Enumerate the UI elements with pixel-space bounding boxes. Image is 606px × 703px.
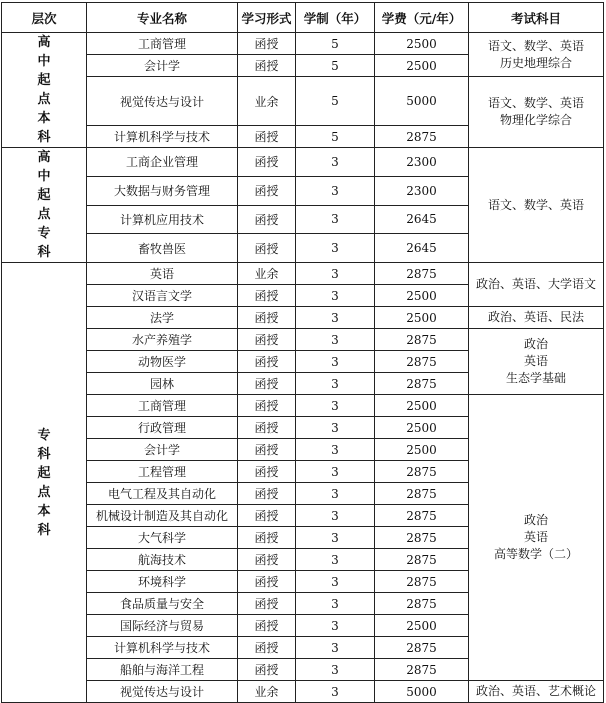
fee-cell: 2300 [375, 176, 469, 205]
header-mode: 学习形式 [238, 3, 296, 33]
mode-cell: 函授 [238, 505, 296, 527]
mode-cell: 函授 [238, 351, 296, 373]
fee-cell: 2875 [375, 461, 469, 483]
level-char: 专 [37, 226, 51, 241]
duration-cell: 3 [296, 234, 375, 263]
level-cell [2, 33, 87, 148]
mode-cell: 函授 [238, 483, 296, 505]
table-row [2, 395, 604, 417]
mode-cell: 函授 [238, 417, 296, 439]
major-cell: 园林 [87, 373, 238, 395]
mode-cell: 函授 [238, 307, 296, 329]
fee-cell: 2875 [375, 263, 469, 285]
level-char: 点 [37, 484, 51, 500]
major-cell: 食品质量与安全 [87, 593, 238, 615]
table-row [2, 307, 604, 329]
level-char: 科 [37, 130, 51, 145]
subjects-cell [469, 395, 604, 681]
fee-cell: 2500 [375, 615, 469, 637]
duration-cell: 3 [296, 395, 375, 417]
mode-cell: 函授 [238, 461, 296, 483]
mode-cell: 函授 [238, 33, 296, 55]
level-char: 点 [37, 92, 51, 107]
table-row [2, 681, 604, 703]
mode-cell: 函授 [238, 234, 296, 263]
subjects-cell [469, 33, 604, 77]
duration-cell: 3 [296, 439, 375, 461]
subject-line: 英语 [523, 354, 548, 368]
mode-cell: 函授 [238, 176, 296, 205]
subjects-cell [469, 329, 604, 395]
fee-cell: 2500 [375, 395, 469, 417]
subject-line: 物理化学综合 [499, 113, 572, 127]
duration-cell: 5 [296, 55, 375, 77]
fee-cell: 2500 [375, 417, 469, 439]
major-cell: 大气科学 [87, 527, 238, 549]
major-cell: 工程管理 [87, 461, 238, 483]
major-cell: 会计学 [87, 55, 238, 77]
fee-cell: 2875 [375, 329, 469, 351]
fee-cell: 2500 [375, 55, 469, 77]
major-cell: 行政管理 [87, 417, 238, 439]
major-cell: 机械设计制造及其自动化 [87, 505, 238, 527]
tuition-table [1, 2, 604, 703]
fee-cell: 2875 [375, 659, 469, 681]
subject-line: 生态学基础 [505, 371, 566, 385]
fee-cell: 2875 [375, 571, 469, 593]
duration-cell: 3 [296, 205, 375, 234]
duration-cell: 3 [296, 373, 375, 395]
duration-cell: 3 [296, 148, 375, 177]
fee-cell: 2500 [375, 285, 469, 307]
major-cell: 大数据与财务管理 [87, 176, 238, 205]
major-cell: 国际经济与贸易 [87, 615, 238, 637]
level-char: 起 [37, 465, 51, 481]
major-cell: 环境科学 [87, 571, 238, 593]
fee-cell: 2875 [375, 373, 469, 395]
major-cell: 畜牧兽医 [87, 234, 238, 263]
mode-cell: 函授 [238, 329, 296, 351]
mode-cell: 函授 [238, 659, 296, 681]
duration-cell: 3 [296, 637, 375, 659]
level-char: 点 [37, 207, 51, 222]
major-cell: 电气工程及其自动化 [87, 483, 238, 505]
duration-cell: 3 [296, 659, 375, 681]
subject-line: 政治、英语、大学语文 [475, 277, 596, 291]
level-char: 本 [37, 111, 51, 126]
major-cell: 汉语言文学 [87, 285, 238, 307]
major-cell: 计算机科学与技术 [87, 637, 238, 659]
mode-cell: 业余 [238, 77, 296, 126]
table-row [2, 329, 604, 351]
subject-line: 历史地理综合 [499, 55, 572, 70]
level-char: 本 [37, 503, 51, 519]
mode-cell: 函授 [238, 148, 296, 177]
duration-cell: 3 [296, 307, 375, 329]
duration-cell: 3 [296, 176, 375, 205]
level-char: 科 [37, 522, 51, 538]
header-duration: 学制（年） [296, 3, 375, 33]
major-cell: 英语 [87, 263, 238, 285]
duration-cell: 3 [296, 593, 375, 615]
level-char: 起 [37, 73, 51, 88]
level-cell [2, 148, 87, 263]
table-row [2, 33, 604, 55]
major-cell: 动物医学 [87, 351, 238, 373]
fee-cell: 2500 [375, 33, 469, 55]
mode-cell: 函授 [238, 126, 296, 148]
mode-cell: 业余 [238, 263, 296, 285]
fee-cell: 2875 [375, 483, 469, 505]
fee-cell: 5000 [375, 681, 469, 703]
header-level: 层次 [2, 3, 87, 33]
table-row [2, 77, 604, 126]
major-cell: 会计学 [87, 439, 238, 461]
mode-cell: 函授 [238, 285, 296, 307]
major-cell: 视觉传达与设计 [87, 77, 238, 126]
duration-cell: 3 [296, 351, 375, 373]
subjects-cell [469, 77, 604, 148]
table-row [2, 263, 604, 285]
fee-cell: 2875 [375, 637, 469, 659]
fee-cell: 2875 [375, 593, 469, 615]
mode-cell: 函授 [238, 205, 296, 234]
subject-line: 政治、英语、民法 [487, 310, 584, 324]
mode-cell: 函授 [238, 373, 296, 395]
major-cell: 船舶与海洋工程 [87, 659, 238, 681]
duration-cell: 3 [296, 615, 375, 637]
fee-cell: 2500 [375, 307, 469, 329]
table-row [2, 148, 604, 177]
fee-cell: 2645 [375, 234, 469, 263]
subject-line: 政治 [523, 337, 548, 351]
mode-cell: 函授 [238, 571, 296, 593]
major-cell: 计算机应用技术 [87, 205, 238, 234]
mode-cell: 函授 [238, 593, 296, 615]
level-char: 专 [37, 427, 51, 443]
duration-cell: 5 [296, 33, 375, 55]
level-char: 科 [37, 245, 51, 260]
mode-cell: 函授 [238, 439, 296, 461]
subjects-cell [469, 681, 604, 703]
level-char: 起 [37, 188, 51, 203]
duration-cell: 3 [296, 329, 375, 351]
subject-line: 高等数学（二） [493, 547, 578, 561]
mode-cell: 函授 [238, 549, 296, 571]
major-cell: 工商管理 [87, 395, 238, 417]
duration-cell: 3 [296, 417, 375, 439]
duration-cell: 3 [296, 263, 375, 285]
duration-cell: 3 [296, 505, 375, 527]
duration-cell: 3 [296, 549, 375, 571]
subject-line: 英语 [523, 530, 548, 544]
fee-cell: 2645 [375, 205, 469, 234]
subject-line: 语文、数学、英语 [487, 96, 584, 110]
fee-cell: 2875 [375, 126, 469, 148]
major-cell: 视觉传达与设计 [87, 681, 238, 703]
major-cell: 航海技术 [87, 549, 238, 571]
subject-line: 政治 [523, 513, 548, 527]
major-cell: 水产养殖学 [87, 329, 238, 351]
level-char: 高 [37, 35, 51, 50]
mode-cell: 业余 [238, 681, 296, 703]
major-cell: 计算机科学与技术 [87, 126, 238, 148]
header-subjects: 考试科目 [469, 3, 604, 33]
duration-cell: 3 [296, 527, 375, 549]
level-char: 中 [37, 169, 51, 184]
duration-cell: 3 [296, 681, 375, 703]
subject-line: 政治、英语、艺术概论 [475, 684, 596, 698]
header-major: 专业名称 [87, 3, 238, 33]
major-cell: 工商管理 [87, 33, 238, 55]
fee-cell: 2875 [375, 527, 469, 549]
subjects-cell [469, 148, 604, 263]
duration-cell: 3 [296, 285, 375, 307]
mode-cell: 函授 [238, 527, 296, 549]
mode-cell: 函授 [238, 637, 296, 659]
major-cell: 法学 [87, 307, 238, 329]
duration-cell: 3 [296, 483, 375, 505]
duration-cell: 3 [296, 571, 375, 593]
subjects-cell [469, 307, 604, 329]
level-char: 科 [37, 446, 51, 462]
fee-cell: 2875 [375, 351, 469, 373]
fee-cell: 2875 [375, 549, 469, 571]
level-char: 中 [37, 54, 51, 69]
level-char: 高 [37, 150, 51, 165]
fee-cell: 2300 [375, 148, 469, 177]
subject-line: 语文、数学、英语 [487, 38, 584, 53]
fee-cell: 2500 [375, 439, 469, 461]
duration-cell: 5 [296, 126, 375, 148]
header-row [2, 3, 604, 33]
header-fee: 学费（元/年） [375, 3, 469, 33]
mode-cell: 函授 [238, 55, 296, 77]
subject-line: 语文、数学、英语 [487, 197, 584, 212]
duration-cell: 5 [296, 77, 375, 126]
level-cell [2, 263, 87, 703]
major-cell: 工商企业管理 [87, 148, 238, 177]
mode-cell: 函授 [238, 615, 296, 637]
fee-cell: 2875 [375, 505, 469, 527]
fee-cell: 5000 [375, 77, 469, 126]
mode-cell: 函授 [238, 395, 296, 417]
subjects-cell [469, 263, 604, 307]
duration-cell: 3 [296, 461, 375, 483]
